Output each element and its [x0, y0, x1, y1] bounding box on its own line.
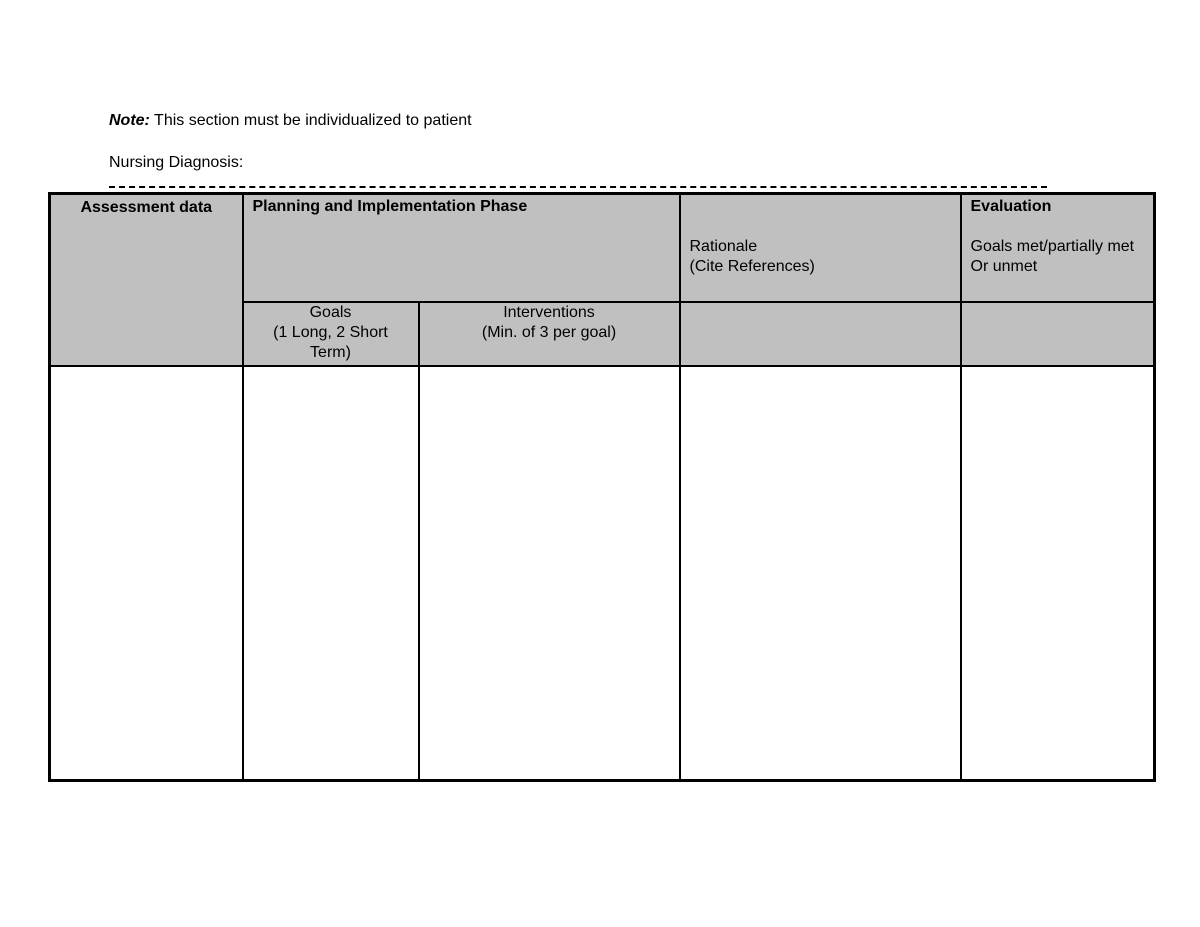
evaluation-header-line2: Or unmet: [970, 258, 1038, 275]
assessment-data-cell[interactable]: [50, 366, 243, 781]
note-line: [109, 111, 472, 131]
assessment-data-header-text: Assessment data: [80, 199, 213, 216]
note-text: This section must be individualized to patient: [149, 112, 472, 129]
goals-header: [243, 302, 419, 366]
nursing-diagnosis-underline: [109, 186, 1047, 188]
planning-implementation-header-text: Planning and Implementation Phase: [252, 198, 528, 215]
goals-header-line1: Goals: [309, 304, 352, 321]
planning-implementation-header: [243, 194, 680, 303]
nursing-diagnosis-label: Nursing Diagnosis:: [109, 154, 244, 171]
care-plan-table: [48, 192, 1156, 782]
interventions-header-line1: Interventions: [503, 304, 595, 321]
evaluation-header-line1: Goals met/partially met: [970, 238, 1135, 255]
note-label: Note:: [109, 112, 150, 129]
rationale-header-line2: (Cite References): [689, 258, 815, 275]
interventions-header: [419, 302, 680, 366]
rationale-header-line1: Rationale: [689, 238, 758, 255]
evaluation-subheader-cell: [961, 302, 1155, 366]
evaluation-header-title: Evaluation: [970, 198, 1052, 215]
rationale-header: [680, 194, 961, 303]
header-row: [50, 194, 1155, 303]
rationale-subheader-cell: [680, 302, 961, 366]
evaluation-header: [961, 194, 1155, 303]
goals-header-line2: (1 Long, 2 Short Term): [273, 324, 388, 361]
interventions-header-line2: (Min. of 3 per goal): [481, 324, 617, 341]
entry-row: [50, 366, 1155, 781]
assessment-data-header: [50, 194, 243, 367]
goals-cell[interactable]: [243, 366, 419, 781]
interventions-cell[interactable]: [419, 366, 680, 781]
rationale-cell[interactable]: [680, 366, 961, 781]
evaluation-cell[interactable]: [961, 366, 1155, 781]
